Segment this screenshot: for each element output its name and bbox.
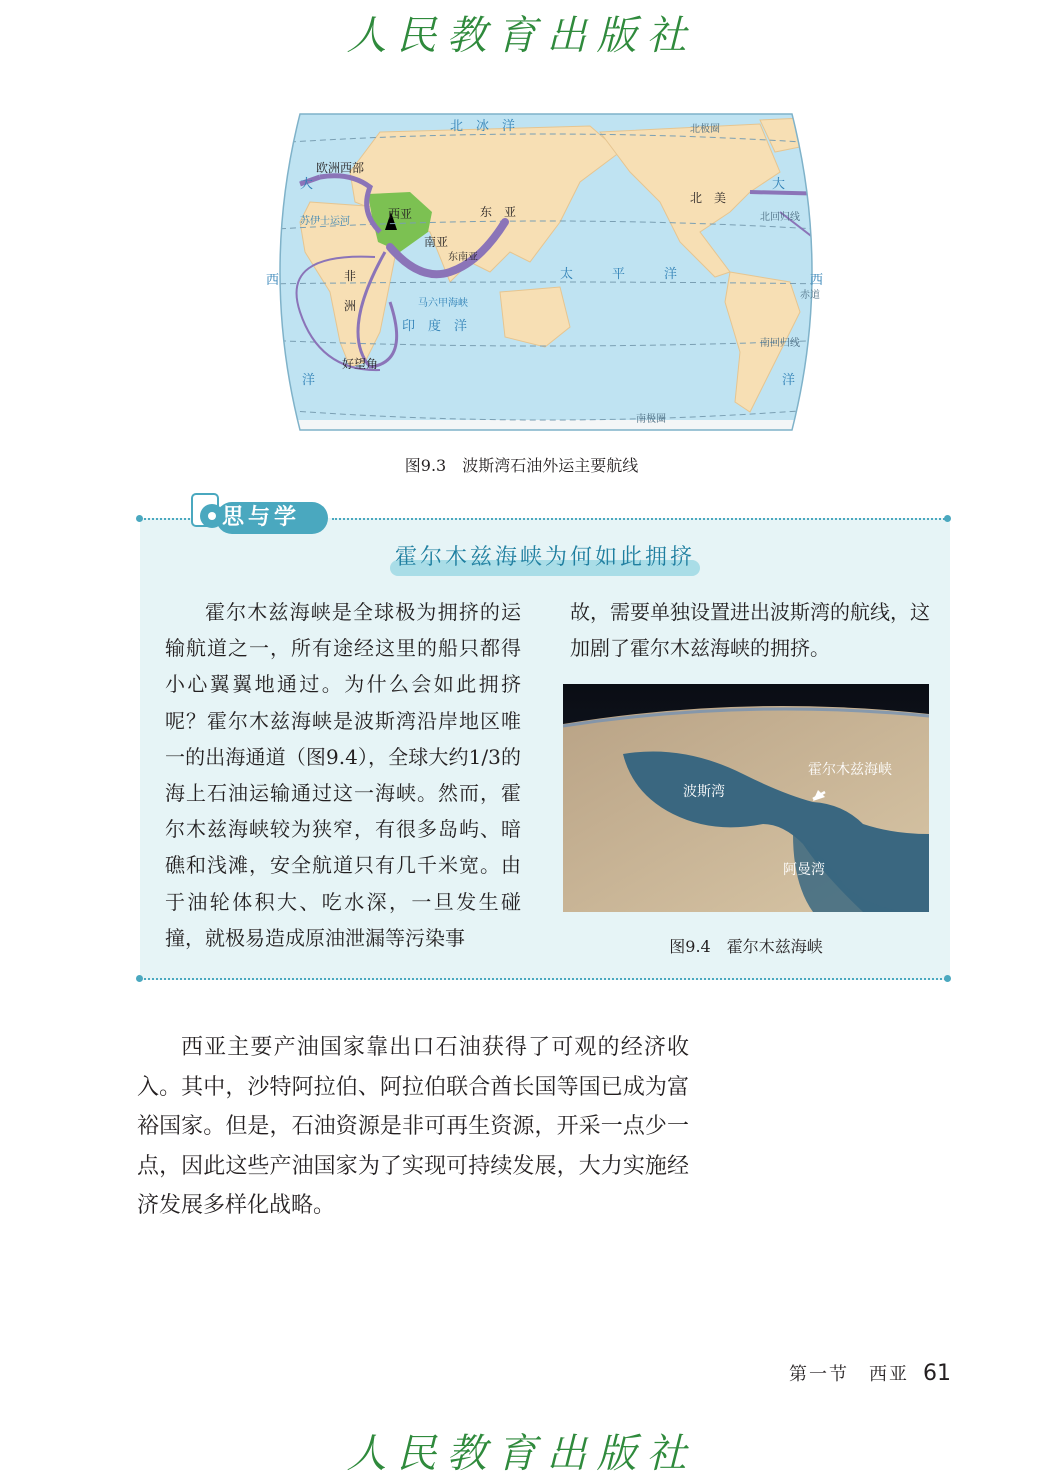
label-pacific-ocean: 太 平 洋 [560,267,678,282]
page-footer [789,1360,951,1386]
label-southeast-asia: 东南亚 [448,252,478,263]
label-equator: 赤道 [800,290,820,301]
label-atlantic-left-1: 大 [300,177,314,192]
page-number: 61 [923,1361,951,1386]
label-africa-2: 洲 [344,299,357,313]
panel-top-border-right [332,518,948,520]
panel-right-column [570,594,930,666]
section-label: 第一节 西亚 [789,1364,909,1385]
label-malacca: 马六甲海峡 [418,298,468,309]
label-north-america: 北 美 [690,191,727,205]
hormuz-strait-photo [563,684,929,912]
label-arctic-circle: 北极圈 [690,124,720,135]
figure-9-3-caption: 图9.3 波斯湾石油外运主要航线 [404,456,639,475]
label-suez: 苏伊士运河 [300,216,350,227]
body-text [137,1028,689,1226]
oil-route-map [260,112,832,432]
label-good-hope: 好望角 [342,357,379,371]
route-north-america [750,192,832,194]
label-atlantic-left-3: 洋 [302,373,316,388]
label-africa-1: 非 [344,269,357,283]
photo-label-gulf-of-oman: 阿曼湾 [783,862,825,878]
panel-left-column [165,594,521,956]
label-south-asia: 南亚 [424,235,449,249]
label-atlantic-right-1: 大 [772,177,786,192]
panel-title-text: 霍尔木兹海峡为何如此拥挤 [394,545,695,570]
panel-title [390,540,700,574]
photo-label-hormuz: 霍尔木兹海峡 [808,762,892,778]
publisher-watermark-top: 人民教育出版社 [346,13,697,59]
label-tropic-capricorn: 南回归线 [760,338,800,349]
panel-top-border-left [140,518,190,520]
label-atlantic-right-3: 洋 [782,373,796,388]
photo-label-persian-gulf: 波斯湾 [683,784,725,800]
label-antarctic-circle: 南极圈 [636,414,666,425]
publisher-watermark-bottom: 人民教育出版社 [346,1431,697,1477]
panel-right-paragraph: 故，需要单独设置进出波斯湾的航线，这加剧了霍尔木兹海峡的拥挤。 [570,600,930,661]
label-west-asia: 西亚 [388,207,413,221]
label-arctic-ocean: 北 冰 洋 [450,119,516,134]
panel-left-paragraph: 霍尔木兹海峡是全球极为拥挤的运输航道之一，所有途经这里的船只都得小心翼翼地通过。为什么会如此拥挤呢？霍尔木兹海峡是波斯湾沿岸地区唯一的出海通道（图9.4），全球大约1/3的海上石油运输通过这一海峡。然而，霍尔木兹海峡较为狭窄，有很多岛屿、暗礁和浅滩，安全航道只有几千米宽。由于油轮体积大、吃水深，一旦发生碰撞，就极易造成原油泄漏等污染事 [165,600,521,950]
label-indian-ocean: 印 度 洋 [402,319,468,334]
label-atlantic-right-2: 西 [810,273,824,288]
label-tropic-cancer: 北回归线 [760,212,800,223]
label-east-asia: 东 亚 [480,205,517,219]
body-paragraph: 西亚主要产油国家靠出口石油获得了可观的经济收入。其中，沙特阿拉伯、阿拉伯联合酋长国等国已成为富裕国家。但是，石油资源是非可再生资源，开采一点少一点，因此这些产油国家为了实现可持续发展，大力实施经济发展多样化战略。 [137,1035,689,1218]
panel-bottom-border [140,978,950,980]
figure-9-4-caption: 图9.4 霍尔木兹海峡 [669,937,823,956]
think-learn-label: 思与学 [222,505,301,530]
label-west-europe: 欧洲西部 [316,161,365,175]
label-atlantic-left-2: 西 [266,273,280,288]
